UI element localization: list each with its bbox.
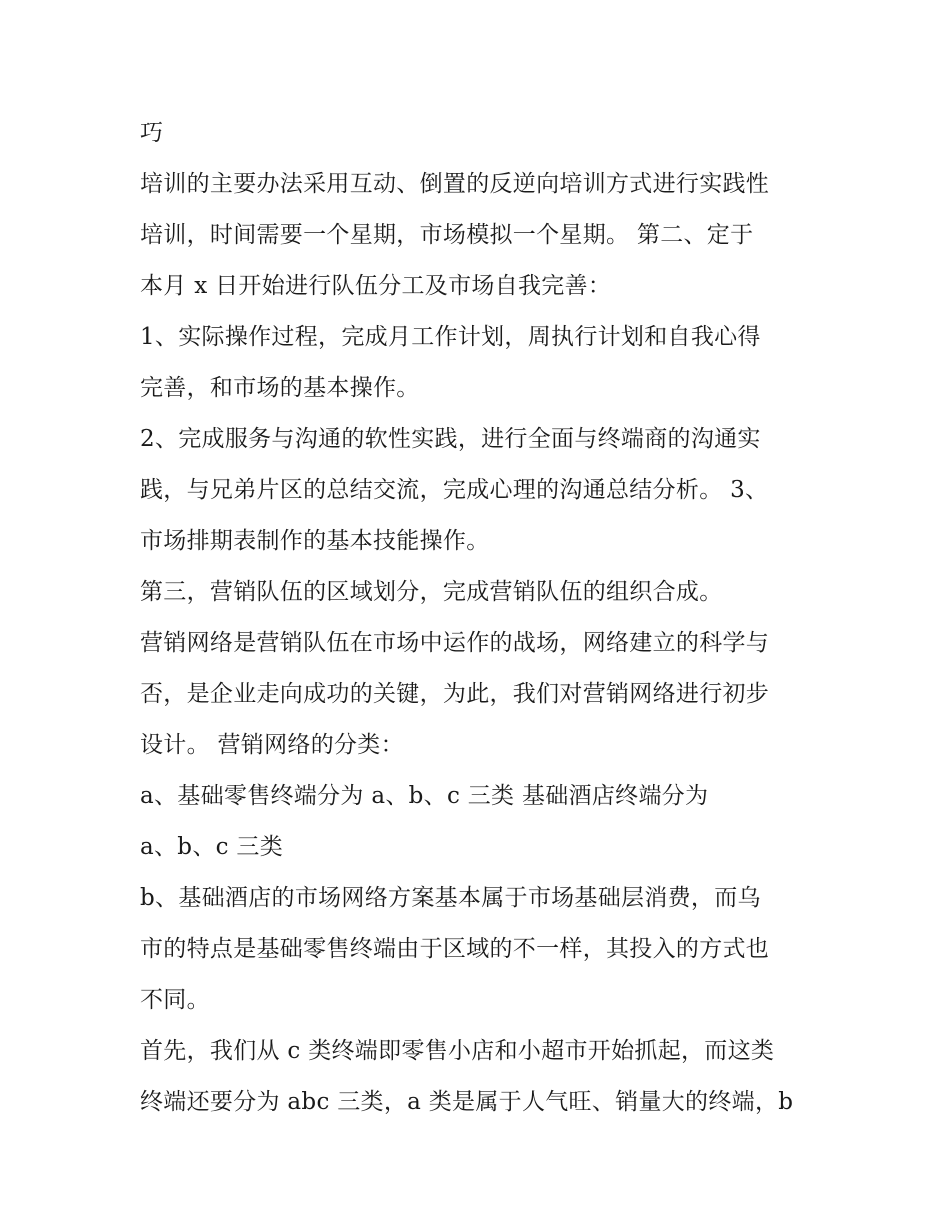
text-line: 1、实际操作过程，完成月工作计划，周执行计划和自我心得 <box>140 324 761 350</box>
text-line: 市场排期表制作的基本技能操作。 <box>140 528 490 554</box>
text-line: 市的特点是基础零售终端由于区域的不一样，其投入的方式也 <box>140 936 770 962</box>
text-line: 终端还要分为 abc 三类，a 类是属于人气旺、销量大的终端，b <box>140 1089 794 1115</box>
text-line: a、基础零售终端分为 a、b、c 三类 基础酒店终端分为 <box>140 783 709 809</box>
text-line: 践，与兄弟片区的总结交流，完成心理的沟通总结分析。 3、 <box>140 477 769 503</box>
text-line: 培训，时间需要一个星期，市场模拟一个星期。 第二、定于 <box>140 222 754 248</box>
text-line: 完善，和市场的基本操作。 <box>140 375 420 401</box>
text-line: 不同。 <box>140 987 210 1013</box>
text-line: 设计。 营销网络的分类： <box>140 732 404 758</box>
text-line: 首先，我们从 c 类终端即零售小店和小超市开始抓起，而这类 <box>140 1038 775 1064</box>
text-line: 巧 <box>140 120 164 146</box>
text-line: 培训的主要办法采用互动、倒置的反逆向培训方式进行实践性 <box>140 171 770 197</box>
text-line: 营销网络是营销队伍在市场中运作的战场，网络建立的科学与 <box>140 630 770 656</box>
text-line: 2、完成服务与沟通的软性实践，进行全面与终端商的沟通实 <box>140 426 761 452</box>
text-line: b、基础酒店的市场网络方案基本属于市场基础层消费，而乌 <box>140 885 761 911</box>
text-line: a、b、c 三类 <box>140 834 284 860</box>
text-line: 本月 x 日开始进行队伍分工及市场自我完善： <box>140 273 612 299</box>
document-body <box>140 108 820 1128</box>
text-line: 否，是企业走向成功的关键，为此，我们对营销网络进行初步 <box>140 681 770 707</box>
text-line: 第三，营销队伍的区域划分，完成营销队伍的组织合成。 <box>140 579 723 605</box>
